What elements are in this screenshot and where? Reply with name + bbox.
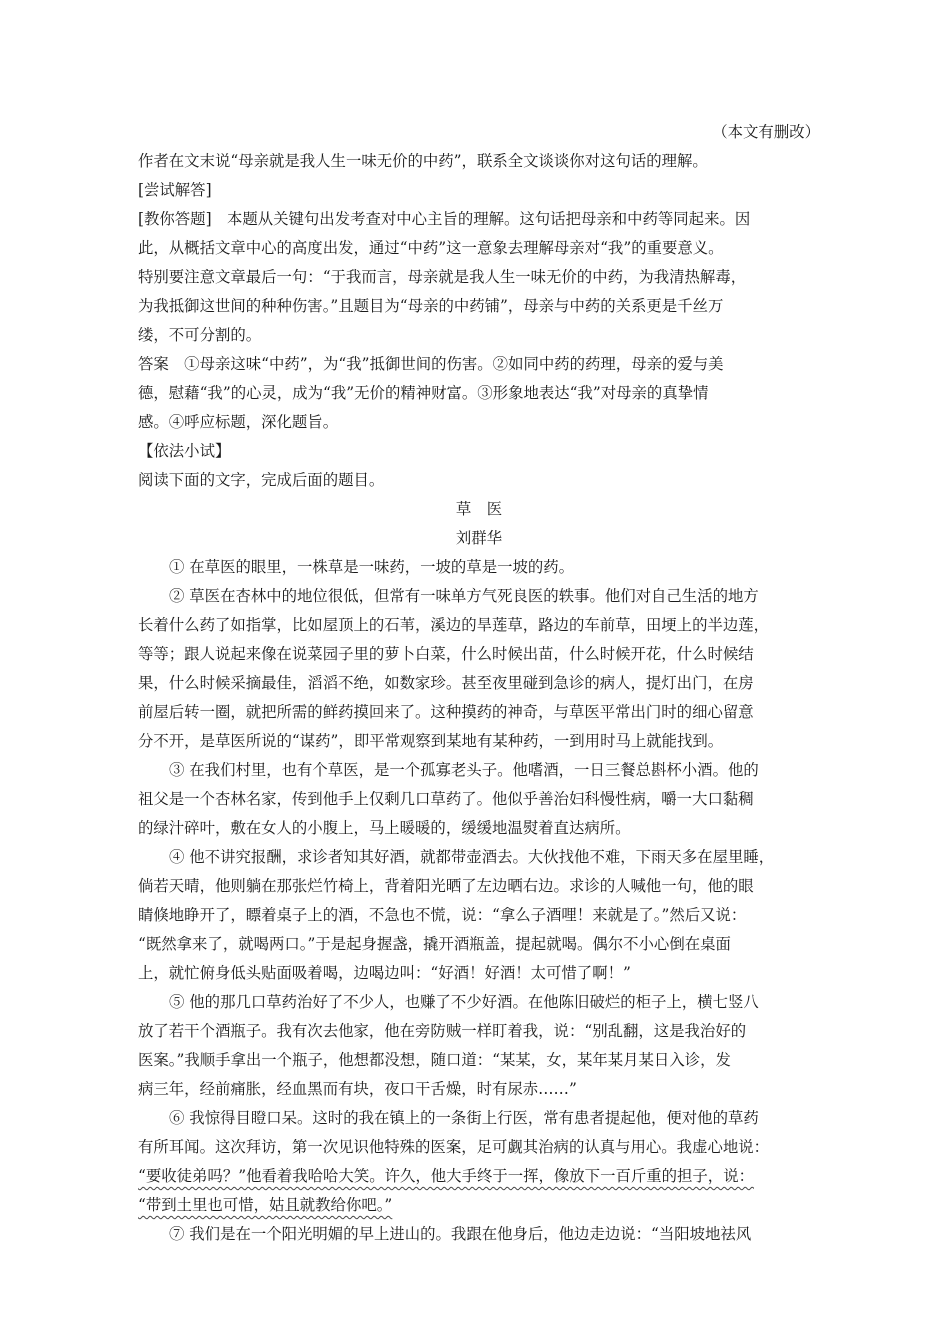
paragraph-line: 前屋后转一圈，就把所需的鲜药摸回来了。这种摸药的神奇，与草医平常出门时的细心留意 xyxy=(138,703,754,721)
practice-heading: 【依法小试】 xyxy=(138,442,231,460)
paragraph-6 xyxy=(138,1104,820,1220)
paragraph-line: 放了若干个酒瓶子。我有次去他家，他在旁防贼一样盯着我，说：“别乱翻，这是我治好的 xyxy=(138,1022,747,1040)
article-author: 刘群华 xyxy=(455,529,503,547)
paragraph-line: 有所耳闻。这次拜访，第一次见识他特殊的医案，足可觑其治病的认真与用心。我虚心地说： xyxy=(138,1138,770,1156)
paragraph-line: ① 在草医的眼里，一株草是一味药，一坡的草是一坡的药。 xyxy=(169,558,575,576)
paragraph-1 xyxy=(138,553,820,582)
paragraph-line: 病三年，经前痛胀，经血黑而有块，夜口干舌燥，时有尿赤……” xyxy=(138,1080,577,1098)
question-prompt: 作者在文末说“母亲就是我人生一味无价的中药”，联系全文谈谈你对这句话的理解。 xyxy=(138,152,708,170)
wavy-underline-text: “要收徒弟吗？”他看着我哈哈大笑。许久，他大手终于一挥，像放下一百斤重的担子，说： xyxy=(138,1167,754,1185)
paragraph-2 xyxy=(138,582,820,756)
teach-line: [教你答题] 本题从关键句出发考查对中心主旨的理解。这句话把母亲和中药等同起来。因 xyxy=(138,210,751,228)
paragraph-line: ⑤ 他的那几口草药治好了不少人，也赚了不少好酒。在他陈旧破烂的柜子上，横七竖八 xyxy=(169,993,759,1011)
teach-line: 为我抵御这世间的种种伤害。”且题目为“母亲的中药铺”，母亲与中药的关系更是千丝万 xyxy=(138,297,724,315)
paragraph-line: “既然拿来了，就喝两口。”于是起身握盏，撬开酒瓶盖，提起就喝。偶尔不小心倒在桌面 xyxy=(138,935,731,953)
paragraph-line: 祖父是一个杏林名家，传到他手上仅剩几口草药了。他似乎善治妇科慢性病，嚼一大口黏稠 xyxy=(138,790,754,808)
edit-note: （本文有删改） xyxy=(712,123,820,141)
paragraph-7 xyxy=(138,1220,820,1249)
teach-section xyxy=(138,205,820,350)
teach-line: 特别要注意文章最后一句：“于我而言，母亲就是我人生一味无价的中药，为我清热解毒， xyxy=(138,268,747,286)
paragraph-line: ④ 他不讲究报酬，求诊者知其好酒，就都带壶酒去。大伙找他不难，下雨天多在屋里睡， xyxy=(169,848,775,866)
paragraph-line: 果，什么时候采摘最佳，滔滔不绝，如数家珍。甚至夜里碰到急诊的病人，提灯出门，在房 xyxy=(138,674,754,692)
answer-line: 答案 ①母亲这味“中药”，为“我”抵御世间的伤害。②如同中药的药理，母亲的爱与美 xyxy=(138,355,724,373)
answer-line: 德，慰藉“我”的心灵，成为“我”无价的精神财富。③形象地表达“我”对母亲的真挚情 xyxy=(138,384,709,402)
paragraph-line: 的绿汁碎叶，敷在女人的小腹上，马上暖暖的，缓缓地温熨着直达病所。 xyxy=(138,819,631,837)
paragraph-3 xyxy=(138,756,820,843)
paragraph-line: ⑥ 我惊得目瞪口呆。这时的我在镇上的一条街上行医，常有患者提起他，便对他的草药 xyxy=(169,1109,759,1127)
paragraph-4 xyxy=(138,843,820,988)
paragraph-line: ② 草医在杏林中的地位很低，但常有一味单方气死良医的轶事。他们对自己生活的地方 xyxy=(169,587,759,605)
practice-instruction: 阅读下面的文字，完成后面的题目。 xyxy=(138,471,385,489)
paragraph-line: 分不开，是草医所说的“谋药”，即平常观察到某地有某种药，一到用时马上就能找到。 xyxy=(138,732,724,750)
paragraph-line: 睛倏地睁开了，瞟着桌子上的酒，不急也不慌，说：“拿么子酒哩！来就是了。”然后又说： xyxy=(138,906,747,924)
answer-section xyxy=(138,350,820,437)
article-title: 草 医 xyxy=(455,500,503,518)
try-answer-label: [尝试解答] xyxy=(138,181,212,199)
paragraph-line: ③ 在我们村里，也有个草医，是一个孤寡老头子。他嗜酒，一日三餐总斟杯小酒。他的 xyxy=(169,761,759,779)
paragraph-line: 等等；跟人说起来像在说菜园子里的萝卜白菜，什么时候出苗，什么时候开花，什么时候结 xyxy=(138,645,754,663)
paragraph-line: ⑦ 我们是在一个阳光明媚的早上进山的。我跟在他身后，他边走边说：“当阳坡地祛风 xyxy=(169,1225,752,1243)
teach-line: 缕，不可分割的。 xyxy=(138,326,262,344)
answer-line: 感。④呼应标题，深化题旨。 xyxy=(138,413,339,431)
wavy-underline-text: “带到土里也可惜，姑且就教给你吧。” xyxy=(138,1196,393,1214)
paragraph-line: 上，就忙俯身低头贴面吸着喝，边喝边叫：“好酒！好酒！太可惜了啊！” xyxy=(138,964,631,982)
teach-line: 此，从概括文章中心的高度出发，通过“中药”这一意象去理解母亲对“我”的重要意义。 xyxy=(138,239,724,257)
wavy-underlined-line xyxy=(138,1162,820,1191)
paragraph-line: 倘若天晴，他则躺在那张烂竹椅上，背着阳光晒了左边晒右边。求诊的人喊他一句，他的眼 xyxy=(138,877,754,895)
paragraph-line: 长着什么药了如指掌，比如屋顶上的石苇，溪边的旱莲草，路边的车前草，田埂上的半边莲， xyxy=(138,616,770,634)
document-page xyxy=(138,118,820,1249)
paragraph-5 xyxy=(138,988,820,1104)
paragraph-line: 医案。”我顺手拿出一个瓶子，他想都没想，随口道：“某某，女，某年某月某日入诊，发 xyxy=(138,1051,731,1069)
wavy-underlined-line xyxy=(138,1191,820,1220)
